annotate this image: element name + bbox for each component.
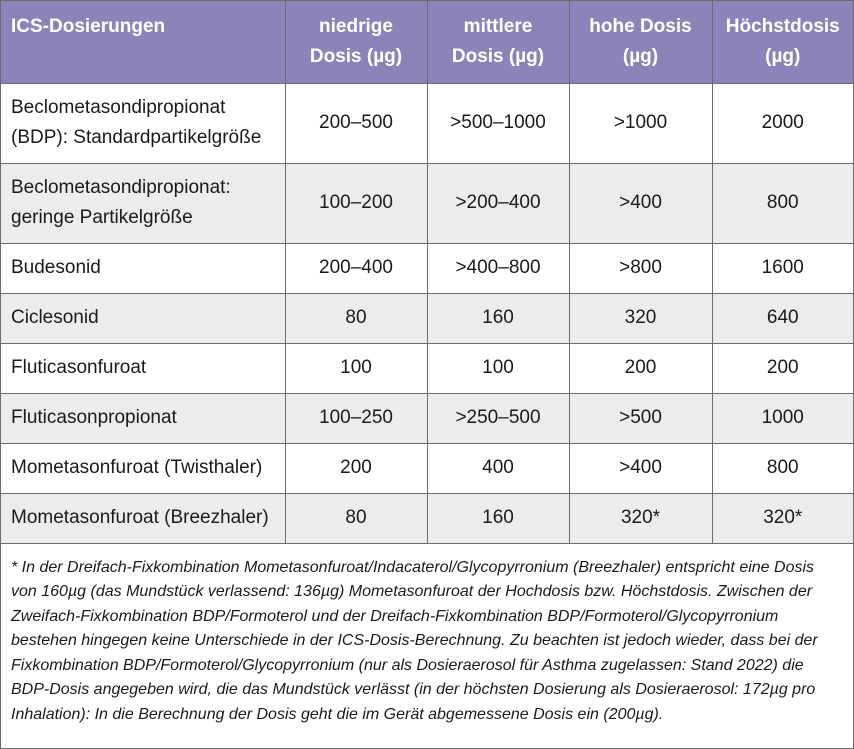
cell-low-dose: 100 xyxy=(285,343,427,393)
row-substance-name: Budesonid xyxy=(1,243,285,293)
cell-mid-dose: 100 xyxy=(427,343,569,393)
cell-mid-dose: 400 xyxy=(427,443,569,493)
cell-low-dose: 200–400 xyxy=(285,243,427,293)
header-hohe-dosis xyxy=(569,1,712,83)
row-substance-name: Mometasonfuroat (Breezhaler) xyxy=(1,493,285,543)
cell-high-dose: >400 xyxy=(569,443,712,493)
table-footnote: * In der Dreifach-Fixkombination Mometasonfuroat/Indacaterol/Glycopyrronium (Breezhaler) entspricht eine Dosis von 160µg (das Mundstück verlassend: 136µg) Mometasonfuroat der Hochdosis bzw. Höchstdosis. Zwischen der Zweifach-Fixkombination BDP/Formoterol und der Dreifach-Fixkombination BDP/Formoterol/Glycopyrronium bestehen hingegen keine Unterschiede in der ICS-Dosis-Berechnung. Zu beachten ist jedoch wieder, dass bei der Fixkombination BDP/Formoterol/Glycopyrronium (nur als Dosieraerosol für Asthma zugelassen: Stand 2022) die BDP-Dosis angegeben wird, die das Mundstück verlässt (in der höchsten Dosierung als Dosieraerosol: 172µg pro Inhalation): In die Berechnung der Dosis geht die im Gerät abgemessene Dosis ein (200µg). xyxy=(11,558,818,723)
cell-low-dose: 100–250 xyxy=(285,393,427,443)
table-row xyxy=(1,493,853,543)
header-niedrige-dosis xyxy=(285,1,427,83)
header-hoechstdosis xyxy=(712,1,853,83)
cell-max-dose: 2000 xyxy=(712,83,853,163)
substance-name-line: Beclometasondipropionat: xyxy=(11,177,231,198)
row-substance-name xyxy=(1,163,285,243)
row-substance-name: Fluticasonfuroat xyxy=(1,343,285,393)
cell-max-dose: 1600 xyxy=(712,243,853,293)
header-label-line: Dosis (µg) xyxy=(451,45,545,67)
table-row xyxy=(1,243,853,293)
row-substance-name xyxy=(1,83,285,163)
cell-high-dose: >400 xyxy=(569,163,712,243)
cell-high-dose: >500 xyxy=(569,393,712,443)
cell-max-dose: 800 xyxy=(712,443,853,493)
table-row xyxy=(1,293,853,343)
row-substance-name: Ciclesonid xyxy=(1,293,285,343)
ics-dosage-table xyxy=(1,1,853,544)
table-row xyxy=(1,163,853,243)
cell-max-dose: 640 xyxy=(712,293,853,343)
substance-name-line: (BDP): Standardpartikelgröße xyxy=(11,127,262,148)
cell-high-dose: >1000 xyxy=(569,83,712,163)
header-label-line: hohe Dosis xyxy=(589,15,692,37)
cell-mid-dose: >400–800 xyxy=(427,243,569,293)
header-mittlere-dosis xyxy=(427,1,569,83)
header-label-line: niedrige xyxy=(319,15,393,37)
cell-mid-dose: 160 xyxy=(427,493,569,543)
cell-high-dose: 200 xyxy=(569,343,712,393)
cell-low-dose: 200–500 xyxy=(285,83,427,163)
header-label-line: mittlere xyxy=(463,15,533,37)
cell-max-dose: 320* xyxy=(712,493,853,543)
substance-name-line: Beclometasondipropionat xyxy=(11,97,226,118)
row-substance-name: Fluticasonpropionat xyxy=(1,393,285,443)
cell-max-dose: 200 xyxy=(712,343,853,393)
table-row xyxy=(1,343,853,393)
cell-low-dose: 100–200 xyxy=(285,163,427,243)
header-label-line: (µg) xyxy=(622,45,659,67)
cell-high-dose: 320 xyxy=(569,293,712,343)
cell-mid-dose: 160 xyxy=(427,293,569,343)
header-ics-dosierungen xyxy=(1,1,285,83)
cell-mid-dose: >500–1000 xyxy=(427,83,569,163)
cell-low-dose: 80 xyxy=(285,293,427,343)
table-row xyxy=(1,393,853,443)
header-label-line: Dosis (µg) xyxy=(309,45,403,67)
table-row xyxy=(1,443,853,493)
header-label-line: Höchstdosis xyxy=(725,15,840,37)
table-row xyxy=(1,83,853,163)
cell-mid-dose: >250–500 xyxy=(427,393,569,443)
cell-max-dose: 1000 xyxy=(712,393,853,443)
cell-high-dose: 320* xyxy=(569,493,712,543)
cell-low-dose: 80 xyxy=(285,493,427,543)
substance-name-line: geringe Partikelgröße xyxy=(11,207,193,228)
header-label: ICS-Dosierungen xyxy=(11,16,166,37)
table-header-row xyxy=(1,1,853,83)
row-substance-name: Mometasonfuroat (Twisthaler) xyxy=(1,443,285,493)
cell-max-dose: 800 xyxy=(712,163,853,243)
cell-low-dose: 200 xyxy=(285,443,427,493)
cell-mid-dose: >200–400 xyxy=(427,163,569,243)
header-label-line: (µg) xyxy=(765,45,801,67)
cell-high-dose: >800 xyxy=(569,243,712,293)
